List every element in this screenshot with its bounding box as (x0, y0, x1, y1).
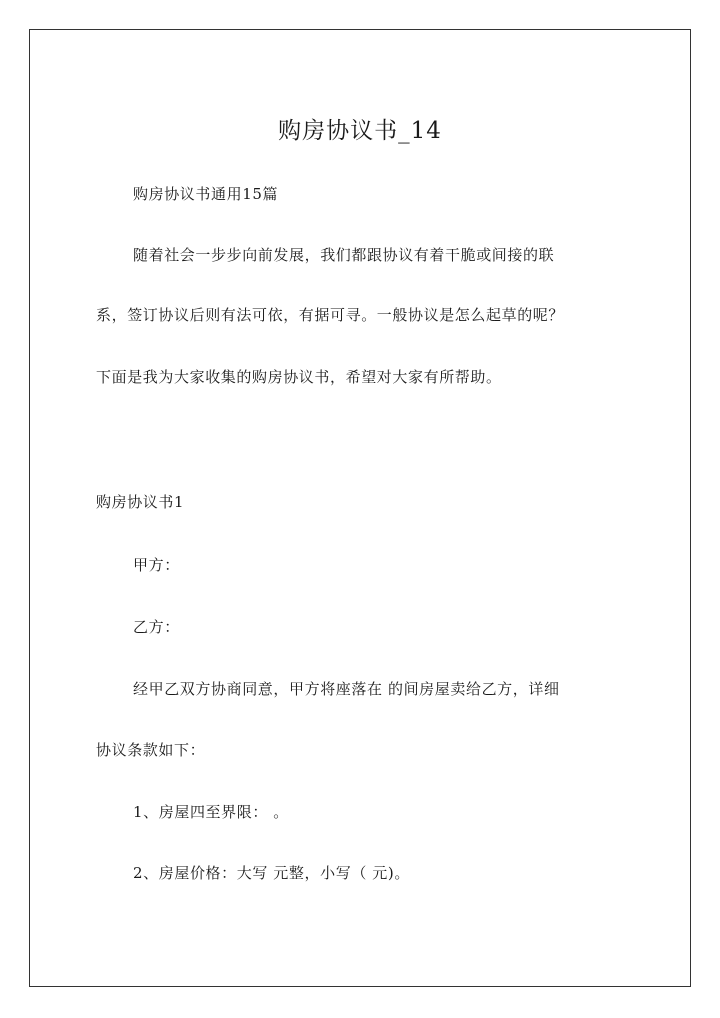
intro-line-3: 下面是我为大家收集的购房协议书，希望对大家有所帮助。 (96, 368, 502, 386)
intro-line-2: 系，签订协议后则有法可依，有据可寻。一般协议是怎么起草的呢？ (96, 306, 565, 324)
intro-line-1: 随着社会一步步向前发展，我们都跟协议有着干脆或间接的联 (133, 246, 555, 264)
clause-price: 2、房屋价格：大写 元整，小写（ 元)。 (133, 864, 410, 882)
document-subtitle: 购房协议书通用15篇 (133, 185, 279, 203)
agreement-line-2: 协议条款如下： (96, 741, 206, 759)
section-heading: 购房协议书1 (96, 493, 185, 511)
agreement-line-1: 经甲乙双方协商同意，甲方将座落在 的间房屋卖给乙方，详细 (133, 680, 560, 698)
clause-boundary: 1、房屋四至界限： 。 (133, 803, 289, 821)
document-title: 购房协议书_14 (278, 118, 442, 144)
party-a-label: 甲方： (133, 556, 180, 574)
party-b-label: 乙方： (133, 618, 180, 636)
